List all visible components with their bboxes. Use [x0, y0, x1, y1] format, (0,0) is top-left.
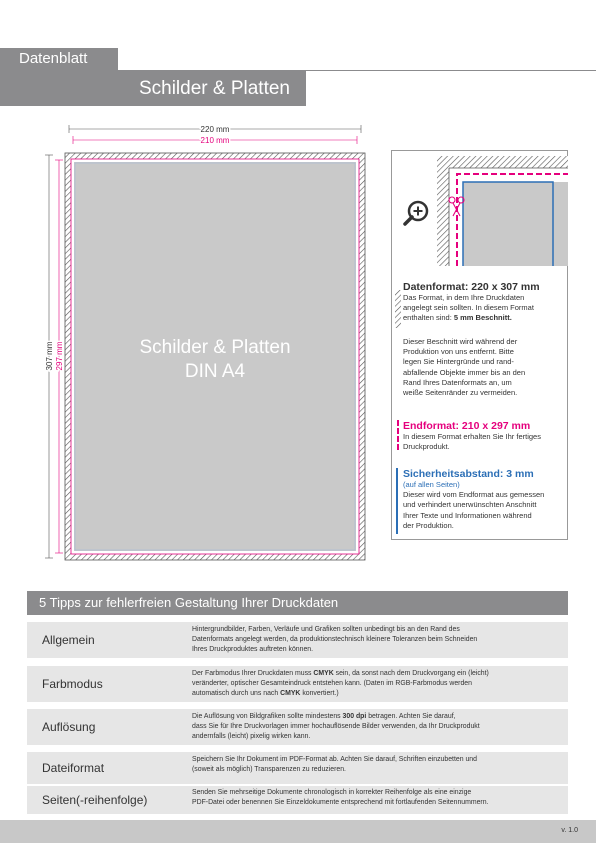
- beschnitt-line: legen Sie Hintergründe und rand-: [403, 357, 514, 367]
- datenformat-line: enthalten sind:: [403, 313, 454, 323]
- zoom-icon: [405, 202, 427, 224]
- safety-marker: [396, 468, 398, 534]
- diagram-title: Schilder & Platten: [139, 337, 291, 358]
- tip-text: Der Farbmodus Ihrer Druckdaten muss CMYK sein, da sonst nach dem Druckvorgang ein (leicht) veränderter, optischer Gesamteindruck entstehen kann. (Daten im RGB-Farbmodus werden automatisch durch uns nach CMYK konvertiert.): [192, 670, 489, 697]
- endformat-title: Endformat: 210 x 297 mm: [403, 420, 531, 432]
- diagram-subtitle: DIN A4: [184, 361, 246, 382]
- format-diagram: [40, 120, 380, 575]
- height-inner-label: 297 mm: [55, 341, 64, 371]
- tip-label: Auflösung: [42, 720, 96, 734]
- endformat-line: Druckprodukt.: [403, 442, 450, 452]
- sicherheit-sub: (auf allen Seiten): [403, 480, 460, 489]
- tip-text: Hintergrundbilder, Farben, Verläufe und Grafiken sollten unbedingt bis an den Rand des Datenformats angelegt werden, da produktionstechnisch kleinere Toleranzen beim Schneiden Ihres Druckproduktes auftreten können.: [192, 626, 478, 653]
- sicherheit-line: und verhindert unerwünschten Anschnitt: [403, 500, 537, 510]
- tip-row: [27, 786, 568, 814]
- version-label: v. 1.0: [561, 827, 578, 834]
- height-outer-label: 307 mm: [45, 341, 54, 371]
- tip-row: [27, 622, 568, 658]
- tip-row: [27, 709, 568, 745]
- trim-marker: [397, 420, 399, 450]
- beschnitt-section: [403, 337, 568, 398]
- tip-text: Die Auflösung von Bildgrafiken sollte mindestens 300 dpi betragen. Achten Sie darauf, dass Sie für Ihre Druckvorlagen immer hochauflösende Bilder verwenden, da Ihr Druckprodukt andernfalls (leicht) pixelig wirken kann.: [192, 713, 480, 740]
- sicherheit-title: Sicherheitsabstand: 3 mm: [403, 468, 534, 480]
- sicherheit-line: der Produktion.: [403, 520, 454, 530]
- sicherheit-line: Dieser wird vom Endformat aus gemessen: [403, 490, 545, 500]
- tip-label: Farbmodus: [42, 677, 103, 691]
- tip-label: Seiten(-reihenfolge): [42, 793, 148, 807]
- tip-text: Senden Sie mehrseitige Dokumente chronologisch in korrekter Reihenfolge als eine einzige PDF-Datei oder benennen Sie Einzeldokumente entsprechend mit fortlaufenden Seitennummern.: [192, 789, 489, 806]
- corner-zoom-detail: [391, 150, 568, 273]
- datenformat-title: Datenformat: 220 x 307 mm: [403, 281, 540, 293]
- footer-bar: [0, 820, 596, 843]
- beschnitt-line: Produktion von uns entfernt. Bitte: [403, 347, 514, 357]
- bleed-hatch-marker: [394, 290, 404, 330]
- endformat-section: [403, 420, 568, 452]
- sicherheit-line: Ihrer Texte und Informationen während: [403, 510, 532, 520]
- tip-row: [27, 666, 568, 702]
- beschnitt-line: Rand Ihres Datenformats an, um: [403, 377, 512, 387]
- tip-label: Allgemein: [42, 633, 95, 647]
- datenformat-bold: 5 mm Beschnitt.: [453, 313, 512, 323]
- beschnitt-line: Dieser Beschnitt wird während der: [403, 337, 518, 346]
- tip-label: Dateiformat: [42, 761, 105, 775]
- datenformat-line: Das Format, in dem Ihre Druckdaten: [403, 293, 525, 302]
- beschnitt-line: weiße Seitenränder zu vermeiden.: [403, 388, 518, 398]
- datenformat-section: [403, 281, 568, 324]
- tips-heading: 5 Tipps zur fehlerfreien Gestaltung Ihrer Druckdaten: [27, 591, 568, 615]
- sicherheit-section: [403, 468, 568, 531]
- datasheet-label: Datenblatt: [0, 48, 118, 70]
- tip-row: [27, 752, 568, 784]
- width-outer-label: 220 mm: [200, 125, 230, 134]
- tip-text: Speichern Sie Ihr Dokument im PDF-Format ab. Achten Sie darauf, Schriften einzubetten und (soweit als möglich) Transparenzen zu reduzieren.: [192, 756, 477, 773]
- width-inner-label: 210 mm: [200, 136, 230, 145]
- endformat-line: In diesem Format erhalten Sie Ihr fertiges: [403, 432, 541, 441]
- beschnitt-line: abfallende Objekte immer bis an den: [403, 367, 526, 377]
- datenformat-line: angelegt sein sollten. In diesem Format: [403, 303, 534, 313]
- page-title: Schilder & Platten: [0, 70, 306, 106]
